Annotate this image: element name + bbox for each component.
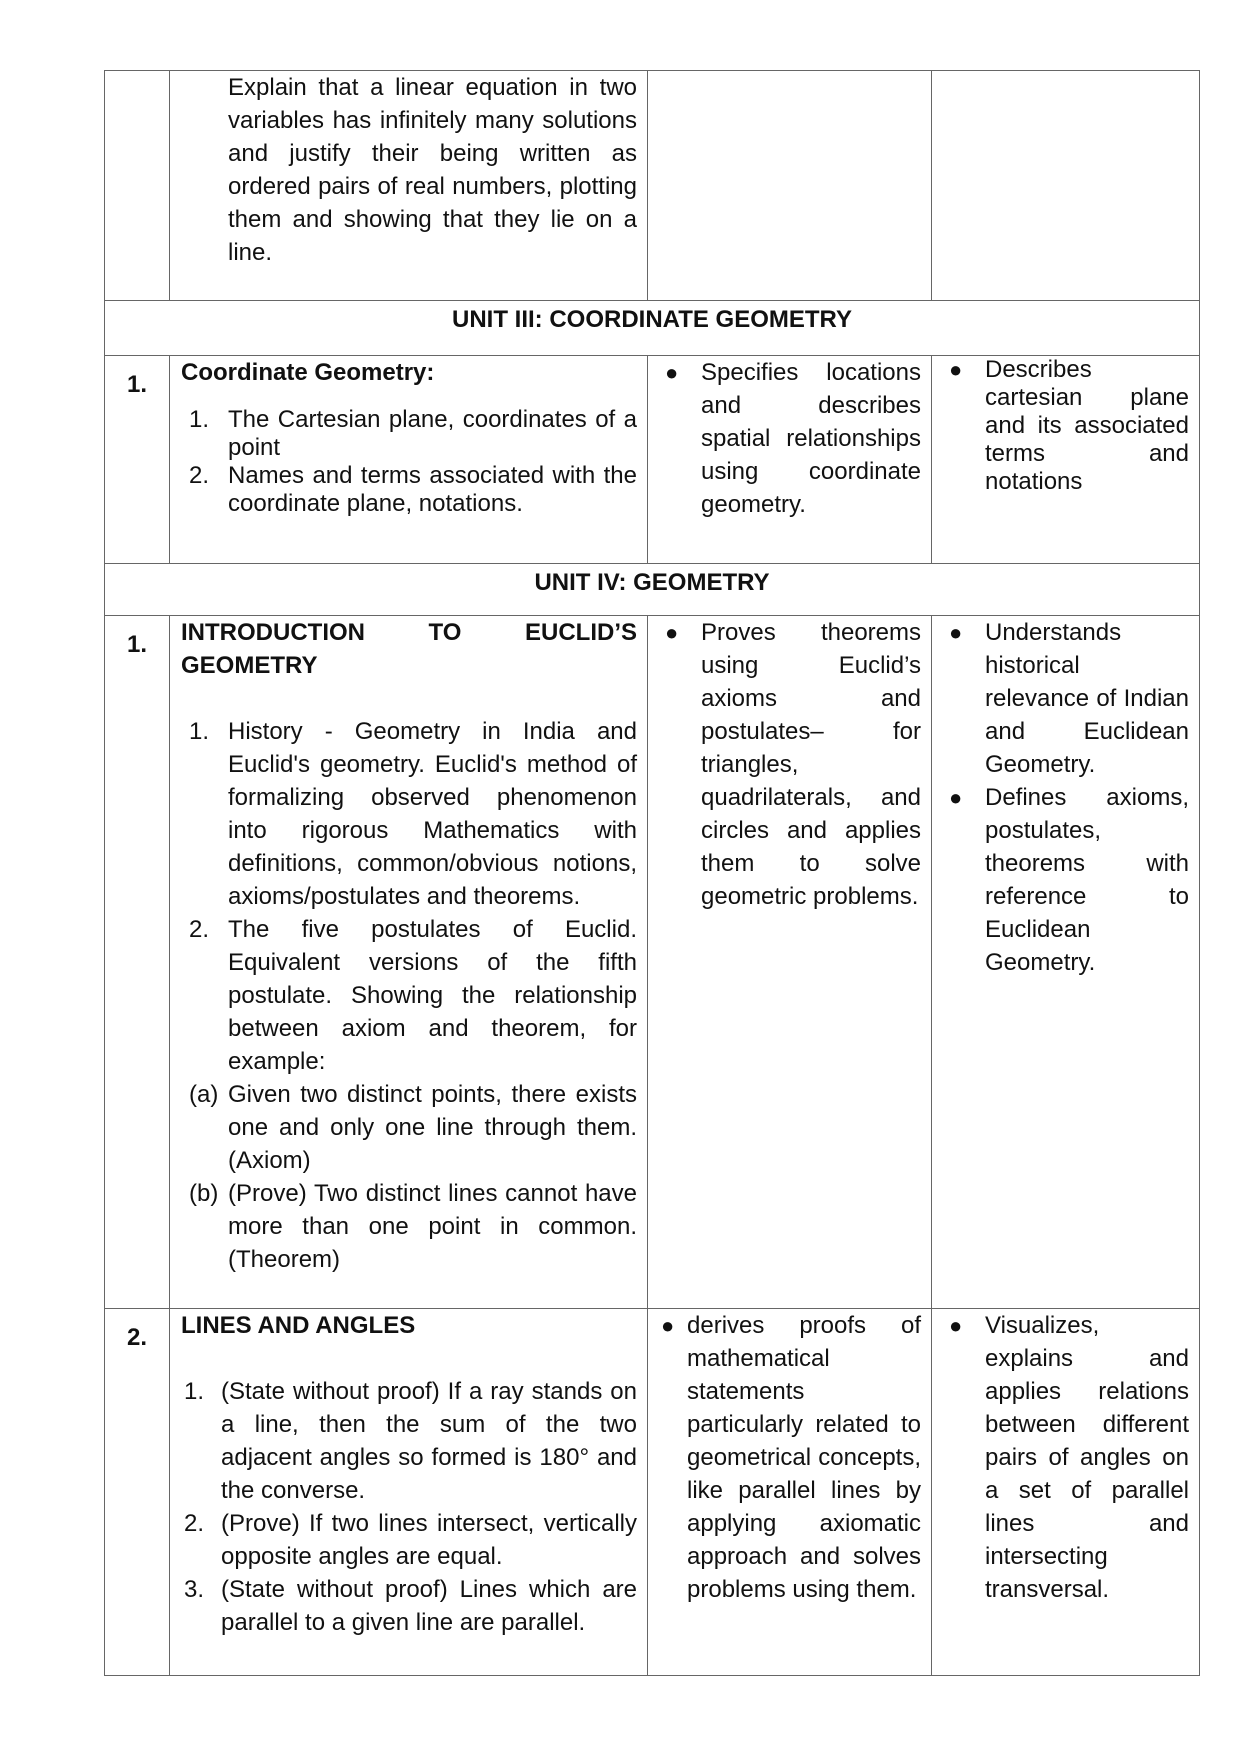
table-row bbox=[105, 1309, 1200, 1676]
topic-list bbox=[181, 1375, 637, 1639]
list-item: 2. (Prove) If two lines intersect, vertically opposite angles are equal. bbox=[184, 1510, 637, 1570]
list-item: 1. (State without proof) If a ray stands on a line, then the sum of the two adjacent angles so formed is 180° and the converse. bbox=[184, 1378, 637, 1504]
list-item: ● Proves theorems using Euclid’s axioms and postulates– for triangles, quadrilaterals, and circles and applies them to solve geometric problems. bbox=[665, 619, 921, 910]
topic-list bbox=[181, 715, 637, 1276]
serial-number: 1. bbox=[105, 616, 170, 1309]
content-cell bbox=[170, 356, 648, 564]
outcomes-cell bbox=[932, 71, 1200, 301]
list-item: ● derives proofs of mathematical statements particularly related to geometrical concepts, like parallel lines by applying axiomatic approach and solves problems using them. bbox=[661, 1312, 921, 1603]
table-row bbox=[105, 356, 1200, 564]
content-cell bbox=[170, 1309, 648, 1676]
unit-header-row bbox=[105, 564, 1200, 616]
list-item: (b) (Prove) Two distinct lines cannot have more than one point in common. (Theorem) bbox=[189, 1180, 637, 1273]
list-item: (a) Given two distinct points, there exists one and only one line through them. (Axiom) bbox=[189, 1081, 637, 1174]
list-item: ● Specifies locations and describes spatial relationships using coordinate geometry. bbox=[665, 359, 921, 518]
content-cell bbox=[170, 71, 648, 301]
content-cell bbox=[170, 616, 648, 1309]
list-item: 2. Names and terms associated with the coordinate plane, notations. bbox=[189, 462, 637, 517]
outcomes-list bbox=[943, 616, 1189, 979]
unit-title: UNIT III: COORDINATE GEOMETRY bbox=[105, 301, 1200, 356]
table-row bbox=[105, 616, 1200, 1309]
unit-header-row bbox=[105, 301, 1200, 356]
list-item: 1. The Cartesian plane, coordinates of a point bbox=[189, 406, 637, 461]
topic-heading: Coordinate Geometry: bbox=[181, 359, 435, 386]
pedagogy-list bbox=[659, 356, 921, 521]
list-item: 1. History - Geometry in India and Euclid's geometry. Euclid's method of formalizing observed phenomenon into rigorous Mathematics with definitions, common/obvious notions, axioms/postulates and theorems. bbox=[189, 718, 637, 910]
table-row bbox=[105, 71, 1200, 301]
list-item: ● Defines axioms, postulates, theorems with reference to Euclidean Geometry. bbox=[949, 784, 1189, 976]
list-item: ● Visualizes, explains and applies relations between different pairs of angles on a set of parallel lines and intersecting transversal. bbox=[949, 1312, 1189, 1603]
list-item: 3. (State without proof) Lines which are parallel to a given line are parallel. bbox=[184, 1576, 637, 1636]
topic-heading: INTRODUCTION TO EUCLID’S GEOMETRY bbox=[181, 619, 637, 679]
list-item: 2. The five postulates of Euclid. Equivalent versions of the fifth postulate. Showing the relationship between axiom and theorem, for example: bbox=[189, 916, 637, 1075]
list-item: ● Understands historical relevance of Indian and Euclidean Geometry. bbox=[949, 619, 1189, 778]
outcomes-cell bbox=[932, 356, 1200, 564]
pedagogy-list bbox=[659, 1309, 921, 1606]
outcomes-cell bbox=[932, 616, 1200, 1309]
pedagogy-cell bbox=[648, 1309, 932, 1676]
outcomes-cell bbox=[932, 1309, 1200, 1676]
pedagogy-cell bbox=[648, 356, 932, 564]
topic-list bbox=[181, 406, 637, 518]
serial-cell bbox=[105, 71, 170, 301]
content-text: Explain that a linear equation in two variables has infinitely many solutions and justify their being written as ordered pairs of real numbers, plotting them and showing that they lie on a line. bbox=[228, 74, 637, 266]
pedagogy-list bbox=[659, 616, 921, 913]
list-item: ● Describes cartesian plane and its associated terms and notations bbox=[949, 356, 1189, 495]
topic-heading: LINES AND ANGLES bbox=[181, 1312, 416, 1339]
pedagogy-cell bbox=[648, 71, 932, 301]
syllabus-table bbox=[104, 70, 1200, 1676]
unit-title: UNIT IV: GEOMETRY bbox=[105, 564, 1200, 616]
outcomes-list bbox=[943, 1309, 1189, 1606]
pedagogy-cell bbox=[648, 616, 932, 1309]
outcomes-list bbox=[943, 356, 1189, 496]
serial-number: 1. bbox=[105, 356, 170, 564]
serial-number: 2. bbox=[105, 1309, 170, 1676]
